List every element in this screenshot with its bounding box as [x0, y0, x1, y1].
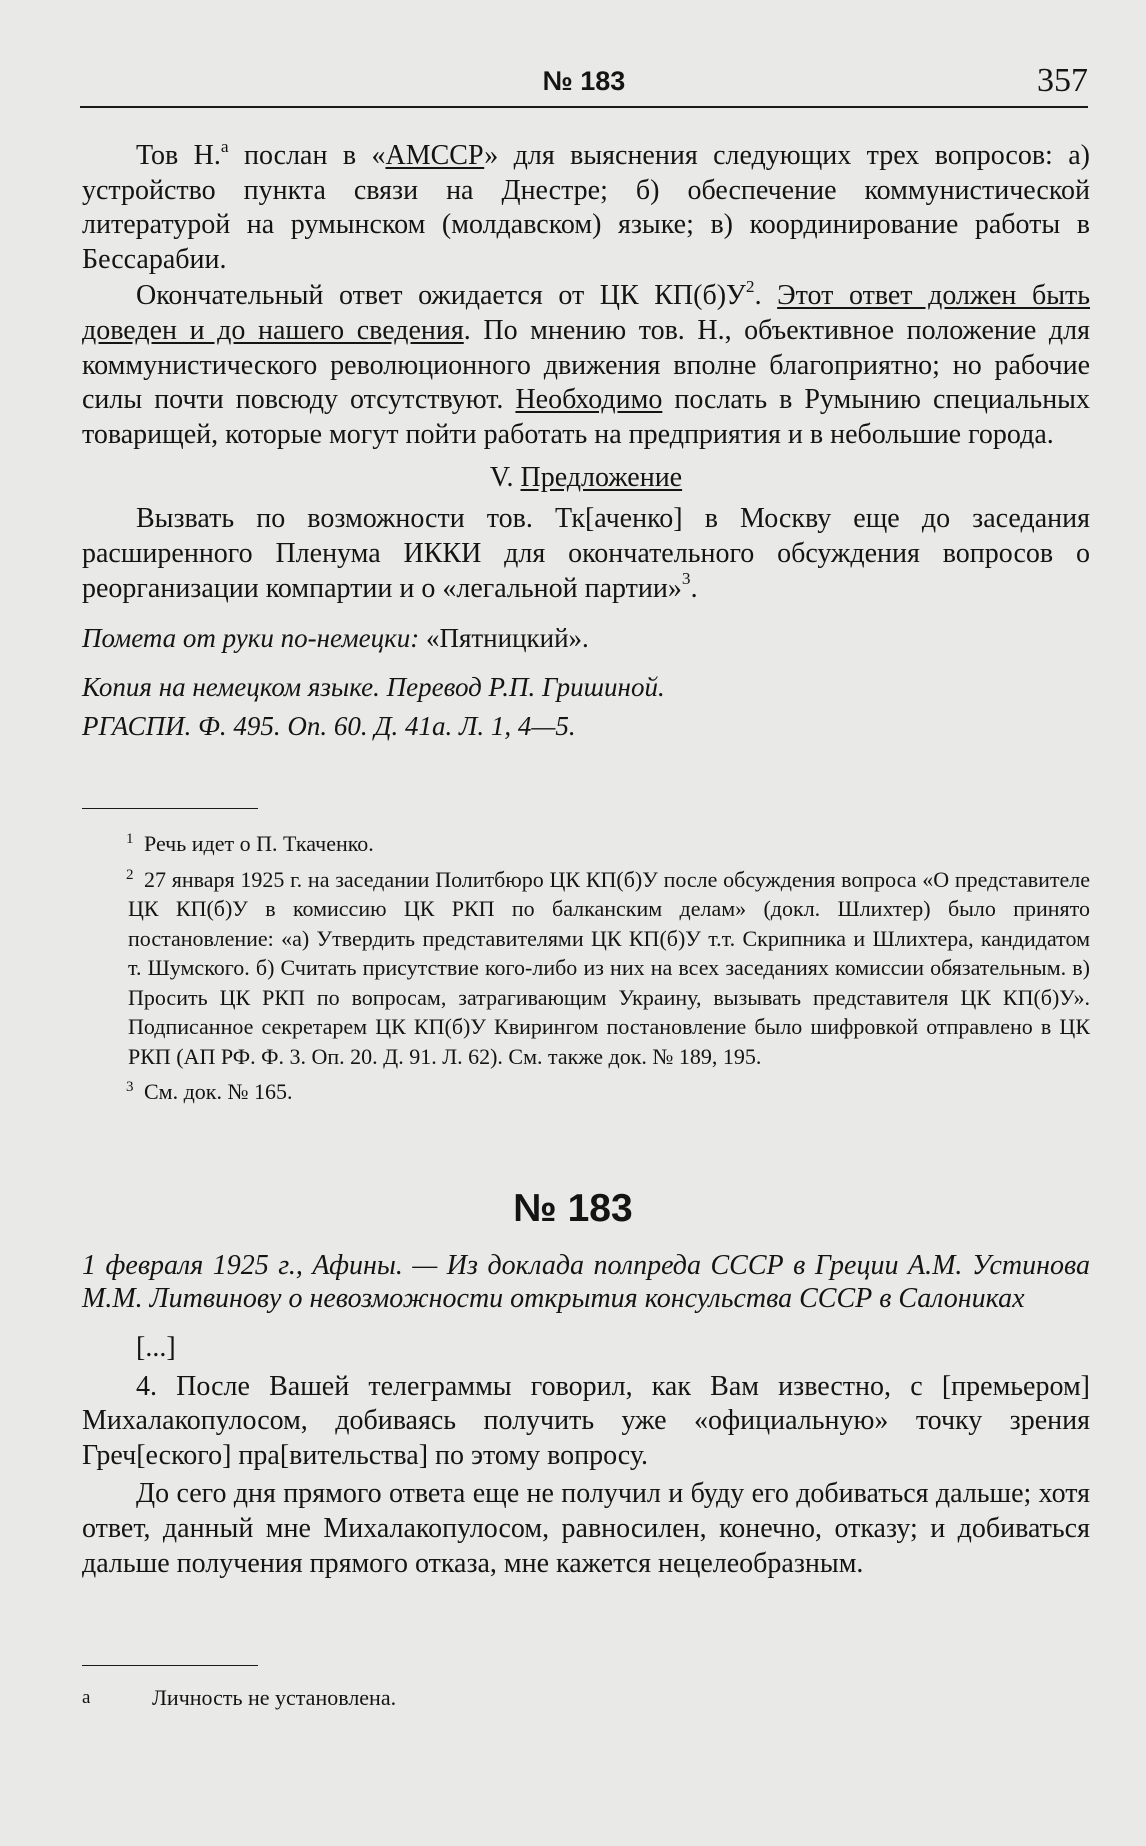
footnote-1 [82, 829, 1090, 859]
footnotes-block [82, 829, 1090, 1107]
header-page-number: 357 [1037, 62, 1088, 99]
p2-text-c: . По мнению тов. Н., объективное положение для коммунистического революционного движения вполне благоприятно; но рабочие силы почти повсюду отсутствуют. [82, 314, 1090, 416]
note-normal: «Пятницкий». [419, 623, 589, 654]
footnote-1-text: Речь идет о П. Ткаченко. [144, 831, 374, 856]
section-v-title: Предложение [520, 462, 683, 494]
document-183-block [82, 1249, 1090, 1581]
p2-underlined-2: Необходимо [515, 384, 663, 416]
p3-text-a: Вызвать по возможности тов. Тк[аченко] в Москву еще до заседания расширенного Пленума ИККИ для окончательного обсуждения вопросов о реорганизации компартии и о «легальной партии» [82, 503, 1090, 604]
archive-copy-line: Копия на немецком языке. Перевод Р.П. Гришиной. [82, 672, 665, 703]
p1-text-c: » для выяснения следующих трех вопросов: а) устройство пункта связи на Днестре; б) обеспечение коммунистической литературой на румынском (молдавском) языке; в) координирование работы в Бессарабии. [82, 140, 1090, 275]
p2-underlined: Этот ответ должен быть доведен и до нашего сведения [82, 280, 1091, 346]
letter-footnotes-block [82, 1684, 1090, 1712]
footnote-3-mark: 3 [126, 1079, 134, 1095]
p1-text-a: Тов Н. [136, 140, 221, 171]
section-v-prefix: V. [489, 462, 521, 494]
footnote-1-mark: 1 [126, 831, 134, 847]
header-doc-ref: № 183 [542, 66, 626, 96]
footnote-divider [82, 808, 258, 809]
doc183-paragraph-1: 4. После Вашей телеграммы говорил, как Вам известно, с [премьером] Михалакопулосом, добиваясь получить уже «официальную» точку зрения Греч[еского] пра[вительства] по этому вопросу. [82, 1370, 1090, 1471]
p2-text-a: Окончательный ответ ожидается от ЦК КП(б)У [136, 280, 746, 312]
paragraph-1 [82, 136, 1090, 277]
footnote-2 [82, 865, 1090, 1072]
letter-footnote-a [82, 1684, 1090, 1712]
document-number-heading: № 183 [513, 1187, 633, 1230]
p2-text-d: послать в Румынию специальных товарищей, которые могут пойти работать на предприятия и в небольшие города. [82, 384, 1090, 450]
footnote-2-text: 27 января 1925 г. на заседании Политбюро ЦК КП(б)У после обсуждения вопроса «О представителе ЦК КП(б)У в комиссию ЦК РКП по балканским делам» (докл. Шлихтер) было принято постановление: «а) Утвердить представителями ЦК КП(б)У т.т. Скрипника и Шлихтера, кандидатом т. Шумского. б) Считать присутствие кого-либо из них на всех заседаниях комиссии обязательным. в) Просить ЦК РКП по вопросам, затрагивающим Украину, вызывать представителя ЦК КП(б)У». Подписанное секретарем ЦК КП(б)У Квирингом постановление было шифровкой отправлено в ЦК РКП (АП РФ. Ф. 3. Оп. 20. Д. 91. Л. 62). См. также док. № 189, 195. [128, 866, 1090, 1069]
p1-sup-a: а [220, 136, 229, 156]
paragraph-3 [82, 502, 1090, 606]
handwritten-note-line [82, 622, 1090, 655]
p1-text-b: послан в « [228, 140, 386, 171]
p2-sup: 2 [745, 277, 755, 297]
main-text-block [82, 136, 1091, 743]
footnote-3-text: См. док. № 165. [144, 1079, 293, 1104]
paragraph-2 [82, 279, 1090, 452]
p3-text-b: . [690, 572, 698, 604]
letter-footnote-divider [82, 1665, 258, 1666]
p2-text-b: . [754, 280, 778, 312]
letter-footnote-a-text: Личность не установлена. [152, 1685, 397, 1710]
running-header [80, 60, 1088, 108]
document-title: 1 февраля 1925 г., Афины. — Из доклада полпреда СССР в Греции А.М. Устинова М.М. Литвинову о невозможности открытия консульства СССР в Салониках [82, 1250, 1090, 1314]
footnote-3 [82, 1077, 1090, 1107]
p1-amssr-underlined: АМССР [385, 140, 485, 171]
note-italic: Помета от руки по-немецки: [82, 623, 420, 654]
p3-sup: 3 [681, 569, 691, 589]
letter-footnote-a-mark: а [82, 1687, 91, 1708]
archive-reference-line: РГАСПИ. Ф. 495. Оп. 60. Д. 41а. Л. 1, 4—5. [82, 711, 576, 742]
footnote-2-mark: 2 [126, 866, 134, 883]
ellipsis-line: [...] [136, 1332, 176, 1363]
doc183-paragraph-2: До сего дня прямого ответа еще не получил и буду его добиваться дальше; хотя ответ, данный мне Михалакопулосом, равносилен, конечно, отказу; и добиваться дальше получения прямого отказа, мне кажется нецелеобразным. [82, 1478, 1090, 1579]
section-v-heading [82, 462, 1090, 494]
